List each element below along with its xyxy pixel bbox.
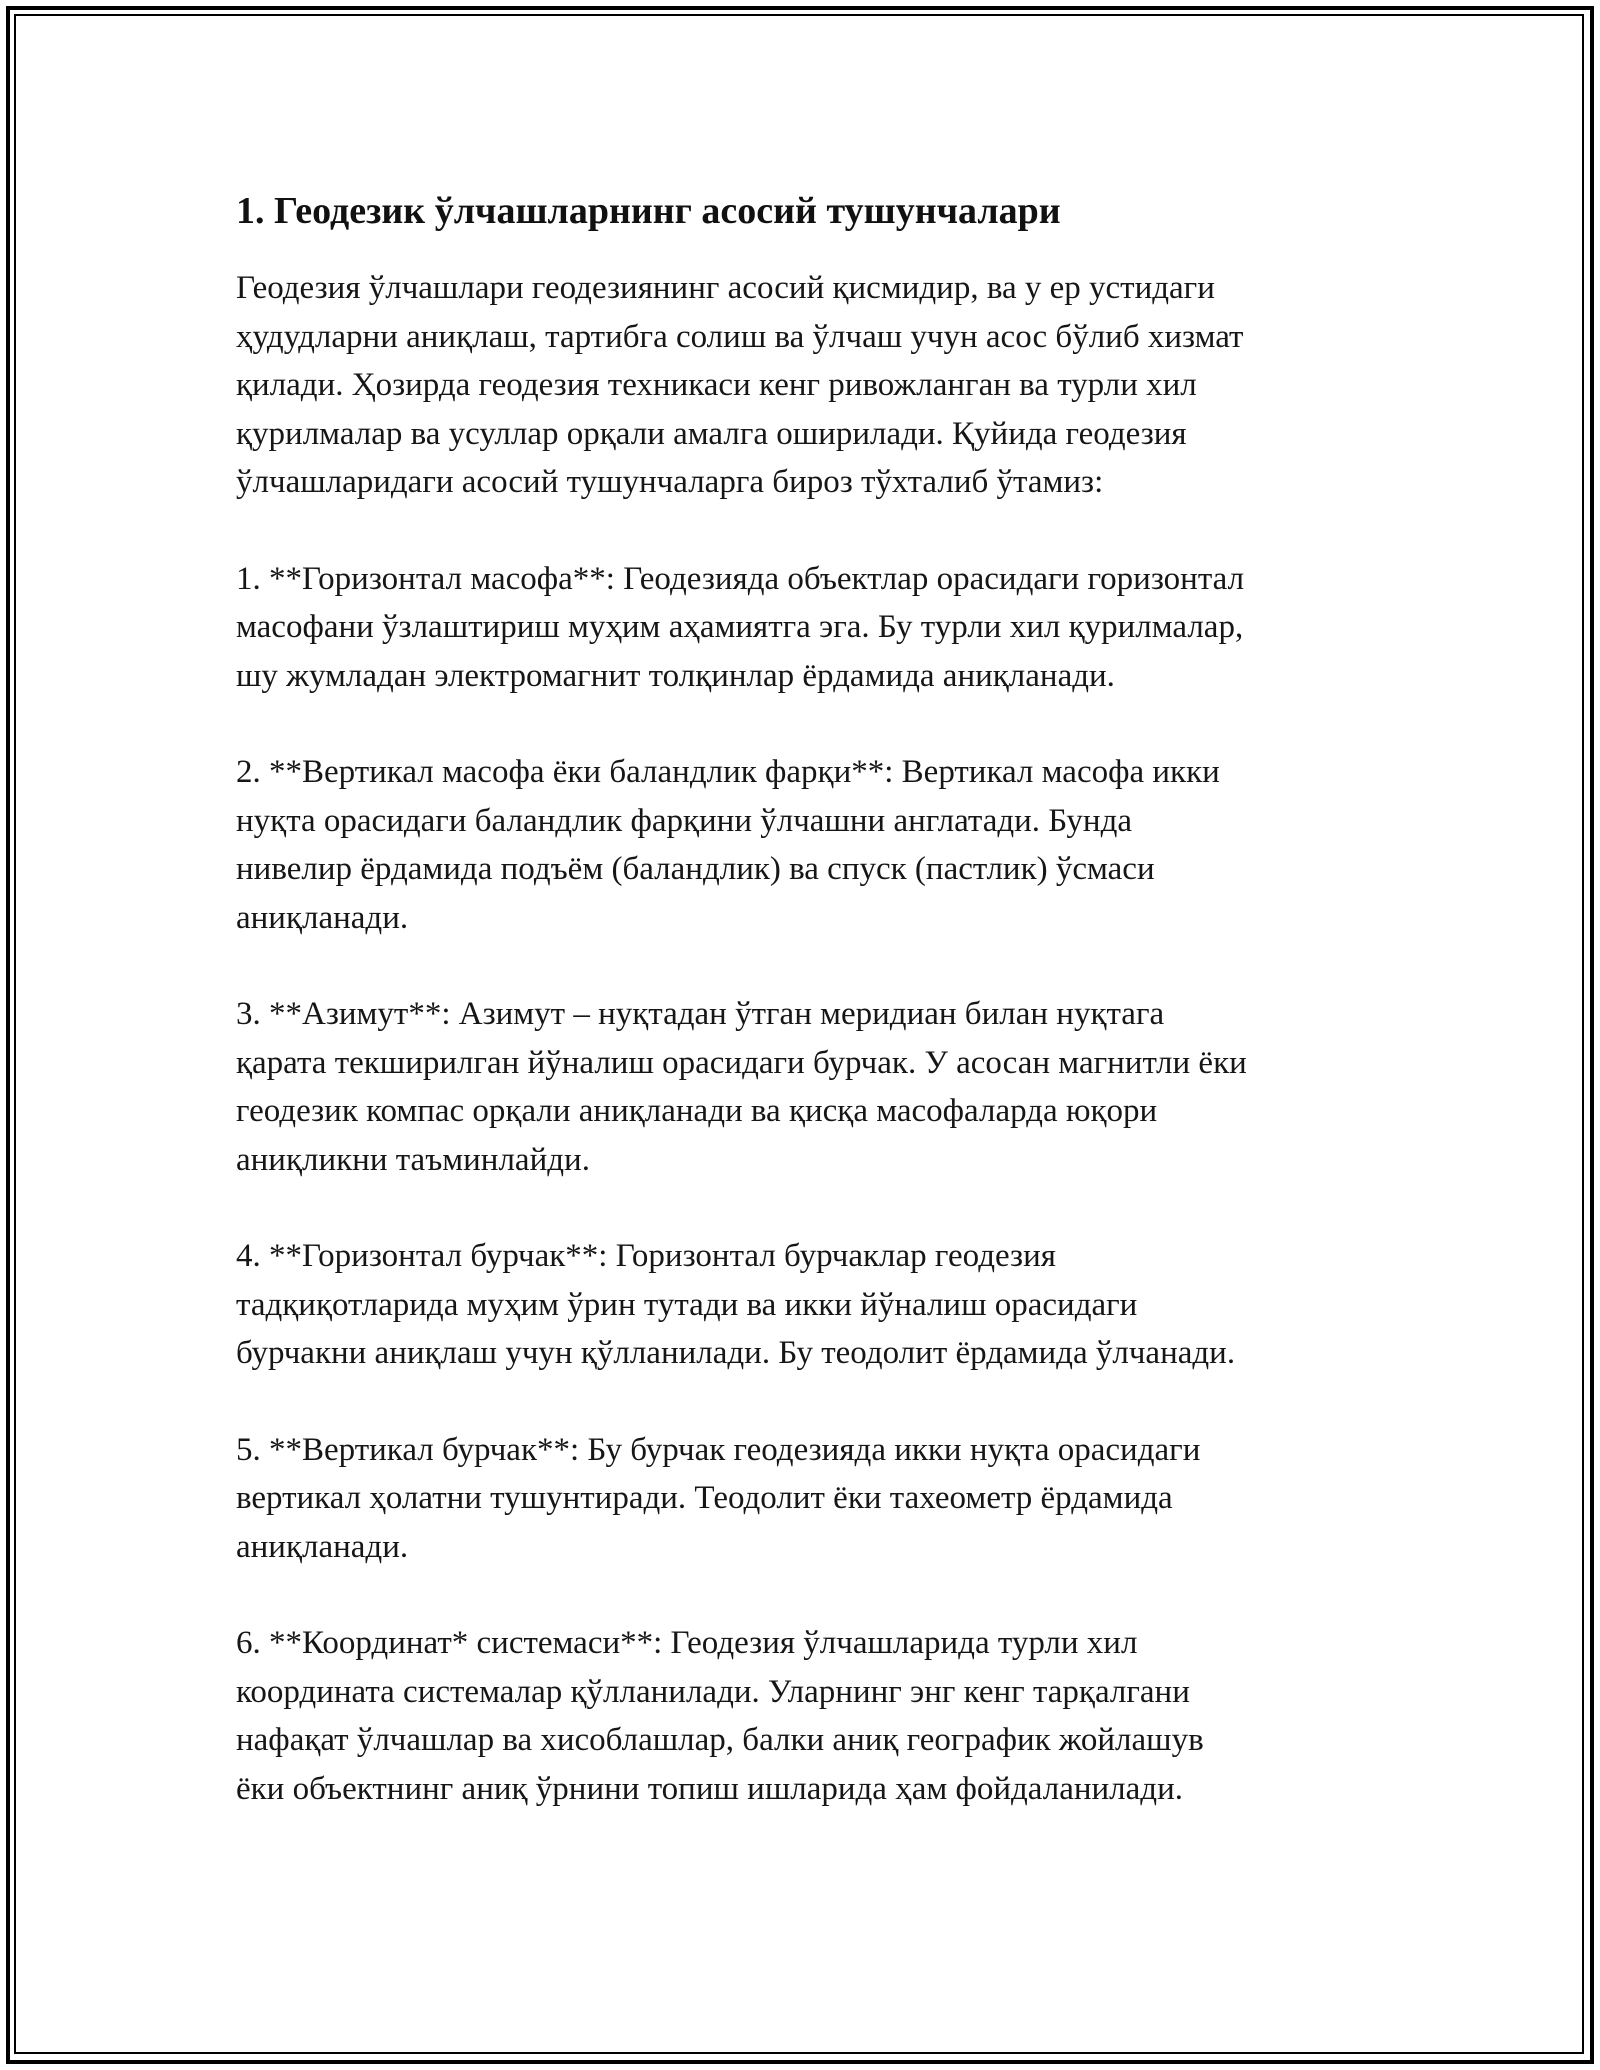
list-item-vertical-distance: 2. **Вертикал масофа ёки баландлик фарқи**: Вертикал масофа икки нуқта орасидаги баландлик фарқини ўлчашни англатади. Бунда нивелир ёрдамида подъём (баландлик) ва спуск (пастлик) ўсмаси аниқланади. bbox=[236, 754, 1220, 936]
list-item-coordinate-system: 6. **Координат* системаси**: Геодезия ўлчашларида турли хил координата системалар қўлланилади. Уларнинг энг кенг тарқалгани нафақат ўлчашлар ва хисоблашлар, балки аниқ географик жойлашув ёки объектнинг аниқ ўрнини топиш ишларида ҳам фойдаланилади. bbox=[236, 1625, 1204, 1807]
intro-paragraph: Геодезия ўлчашлари геодезиянинг асосий қисмидир, ва у ер устидаги ҳудудларни аниқлаш, тартибга солиш ва ўлчаш учун асос бўлиб хизмат қилади. Ҳозирда геодезия техникаси кенг ривожланган ва турли хил қурилмалар ва усуллар орқали амалга оширилади. Қуйида геодезия ўлчашларидаги асосий тушунчаларга бироз тўхталиб ўтамиз: bbox=[236, 270, 1244, 500]
list-item-azimuth: 3. **Азимут**: Азимут – нуқтадан ўтган меридиан билан нуқтага қарата текширилган йўналиш орасидаги бурчак. У асосан магнитли ёки геодезик компас орқали аниқланади ва қисқа масофаларда юқори аниқликни таъминлайди. bbox=[236, 996, 1247, 1178]
section-heading: 1. Геодезик ўлчашларнинг асосий тушунчалари bbox=[236, 190, 1061, 232]
list-item-vertical-angle: 5. **Вертикал бурчак**: Бу бурчак геодезияда икки нуқта орасидаги вертикал ҳолатни тушунтиради. Теодолит ёки тахеометр ёрдамида аниқланади. bbox=[236, 1431, 1201, 1565]
list-item-horizontal-angle: 4. **Горизонтал бурчак**: Горизонтал бурчаклар геодезия тадқиқотларида муҳим ўрин тутади ва икки йўналиш орасидаги бурчакни аниқлаш учун қўлланилади. Бу теодолит ёрдамида ўлчанади. bbox=[236, 1238, 1236, 1371]
list-item-horizontal-distance: 1. **Горизонтал масофа**: Геодезияда объектлар орасидаги горизонтал масофани ўзлаштириш муҳим аҳамиятга эга. Бу турли хил қурилмалар, шу жумладан электромагнит толқинлар ёрдамида аниқланади. bbox=[236, 560, 1245, 694]
document-page bbox=[236, 186, 1396, 1813]
